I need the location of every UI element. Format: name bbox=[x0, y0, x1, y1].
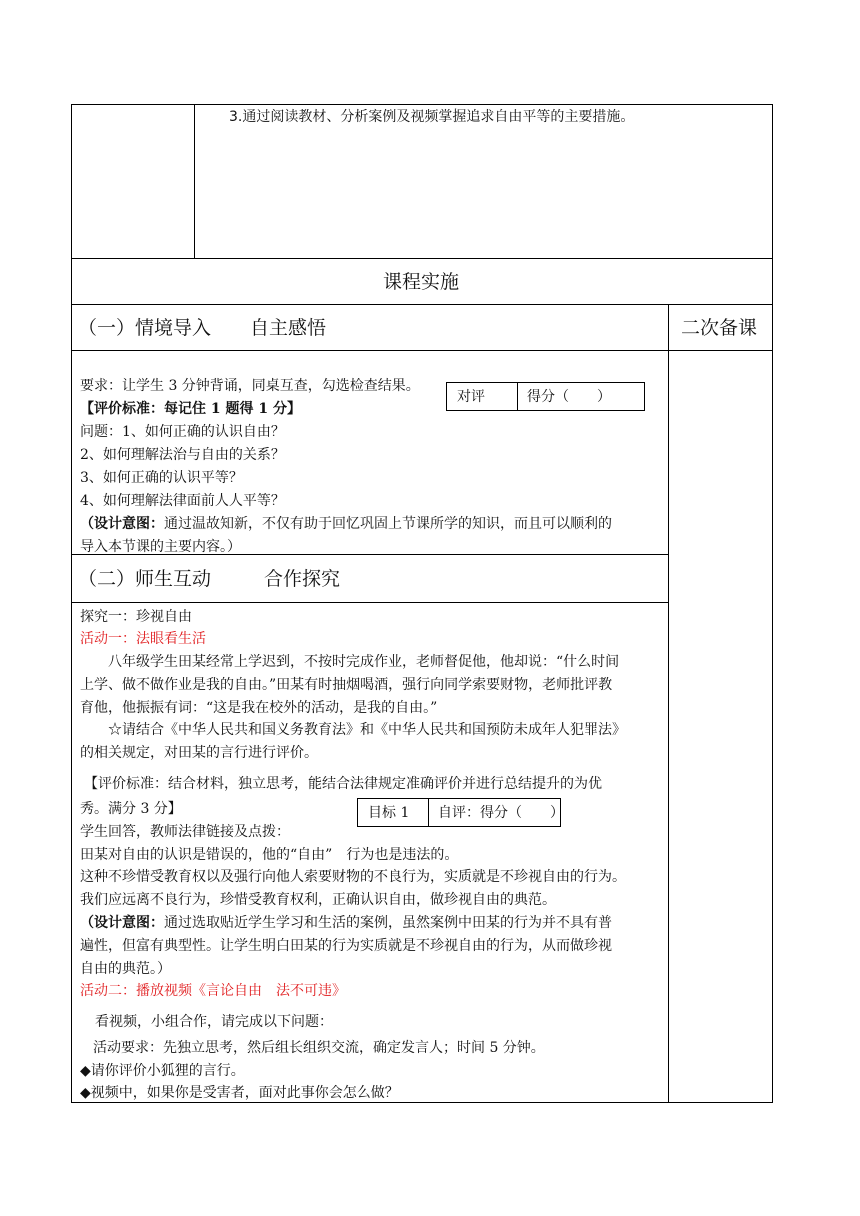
video-line-2: 活动要求：先独立思考，然后组长组织交流，确定发言人；时间 5 分钟。 bbox=[93, 1040, 545, 1056]
question-2: 2、如何理解法治与自由的关系？ bbox=[80, 447, 285, 463]
case-line-1: 八年级学生田某经常上学迟到，不按时完成作业，老师督促他，他却说：“什么时间 bbox=[108, 654, 620, 670]
activity-2-title: 活动二：播放视频《言论自由 法不可违》 bbox=[80, 983, 346, 999]
section1-requirement: 要求：让学生 3 分钟背诵，同桌互查，勾选检查结果。 bbox=[80, 378, 420, 394]
section1-design-line2: 导入本节课的主要内容。） bbox=[80, 539, 241, 555]
side-column-divider bbox=[668, 304, 669, 1103]
section2-subtitle: 合作探究 bbox=[264, 568, 341, 590]
section1-design-line1 bbox=[80, 515, 612, 533]
second-prep-title: 二次备课 bbox=[681, 317, 758, 339]
case-line-2: 上学、做不做作业是我的自由。”田某有时抽烟喝酒，强行向同学索要财物，老师批评教 bbox=[80, 677, 613, 693]
section2-design-line1 bbox=[80, 914, 612, 932]
video-line-1: 看视频，小组合作，请完成以下问题： bbox=[95, 1014, 333, 1030]
answer-line-4: 我们应远离不良行为，珍惜受教育权利，正确认识自由，做珍视自由的典范。 bbox=[80, 892, 556, 908]
self-eval-score: 自评：得分（ ） bbox=[438, 805, 564, 821]
peer-eval-label: 对评 bbox=[457, 389, 485, 405]
section2-standard-line1: 【评价标准：结合材料，独立思考，能结合法律规定准确评价并进行总结提升的为优 bbox=[84, 776, 602, 792]
explore-1: 探究一：珍视自由 bbox=[80, 609, 192, 625]
peer-evaluation-box bbox=[446, 382, 645, 411]
table-border-top bbox=[71, 104, 773, 105]
answer-line-1: 学生回答，教师法律链接及点拨： bbox=[80, 824, 290, 840]
question-1: 问题：1、如何正确的认识自由？ bbox=[80, 424, 285, 440]
section2-design-line2: 遍性，但富有典型性。让学生明白田某的行为实质就是不珍视自由的行为，从而做珍视 bbox=[80, 938, 612, 954]
task-line-2: 的相关规定，对田某的言行进行评价。 bbox=[80, 745, 318, 761]
task-line-1: ☆请结合《中华人民共和国义务教育法》和《中华人民共和国预防未成年人犯罪法》 bbox=[108, 722, 626, 738]
design-label: （设计意图： bbox=[80, 516, 164, 532]
row-sep-5 bbox=[71, 602, 669, 603]
activity-1-title: 活动一：法眼看生活 bbox=[80, 631, 206, 647]
top-row-divider bbox=[194, 104, 195, 259]
video-line-4: ◆视频中，如果你是受害者，面对此事你会怎么做？ bbox=[80, 1085, 399, 1101]
design-text: 通过温故知新，不仅有助于回忆巩固上节课所学的知识，而且可以顺利的 bbox=[164, 516, 612, 532]
section1-subtitle: 自主感悟 bbox=[250, 317, 327, 339]
answer-line-3: 这种不珍惜受教育权以及强行向他人索要财物的不良行为，实质就是不珍视自由的行为。 bbox=[80, 869, 626, 885]
answer-line-2: 田某对自由的认识是错误的，他的“自由” 行为也是违法的。 bbox=[80, 847, 459, 863]
section2-standard-line2: 秀。满分 3 分】 bbox=[80, 801, 182, 817]
peer-eval-score: 得分（ ） bbox=[527, 389, 611, 405]
section1-standard: 【评价标准：每记住 1 题得 1 分】 bbox=[80, 401, 301, 417]
self-evaluation-box bbox=[357, 798, 564, 827]
design-text-2: 通过选取贴近学生学习和生活的案例，虽然案例中田某的行为并不具有普 bbox=[164, 915, 612, 931]
row-sep-1 bbox=[71, 258, 773, 259]
design-label-2: （设计意图： bbox=[80, 915, 164, 931]
case-line-3: 育他，他振振有词：“这是我在校外的活动，是我的自由。” bbox=[80, 700, 438, 716]
question-4: 4、如何理解法律面前人人平等？ bbox=[80, 493, 285, 509]
objective-3: 3.通过阅读教材、分析案例及视频掌握追求自由平等的主要措施。 bbox=[229, 109, 635, 125]
video-line-3: ◆请你评价小狐狸的言行。 bbox=[80, 1063, 245, 1079]
question-3: 3、如何正确的认识平等？ bbox=[80, 470, 243, 486]
table-border-left bbox=[71, 104, 72, 1103]
course-heading: 课程实施 bbox=[383, 271, 460, 293]
self-eval-label: 目标 1 bbox=[368, 805, 410, 821]
table-border-right bbox=[772, 104, 773, 1103]
section1-title: （一）情境导入 bbox=[78, 317, 212, 339]
section2-title: （二）师生互动 bbox=[78, 568, 212, 590]
section2-design-line3: 自由的典范。） bbox=[80, 961, 171, 977]
